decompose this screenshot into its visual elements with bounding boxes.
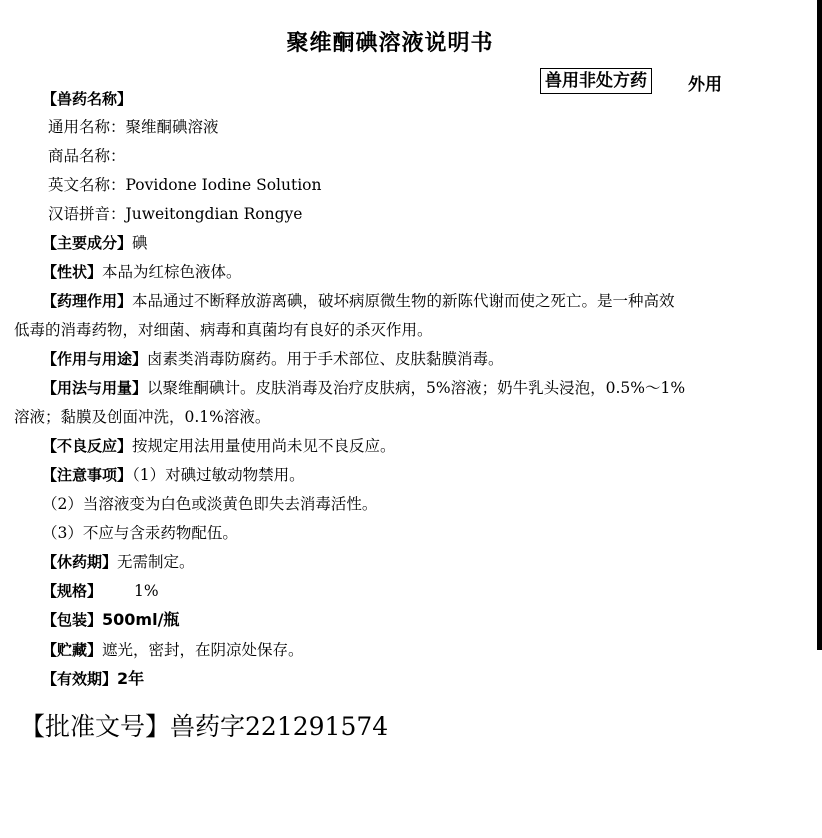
drug-name-header: 【兽药名称】 [42,90,133,108]
adverse-reactions-section [42,436,396,456]
precautions-section [42,465,305,485]
ingredients-section [42,233,148,253]
validity-text: 2年 [117,669,145,688]
drug-name-section [42,89,132,109]
otc-badge: 兽用非处方药 [540,68,652,94]
precaution-item: （2）当溶液变为白色或淡黄色即失去消毒活性。 [42,495,378,513]
pharmacology-line1: 本品通过不断释放游离碘，破坏病原微生物的新陈代谢而使之死亡。是一种高效 [132,292,675,310]
indications-header: 【作用与用途】 [42,350,148,368]
dosage-line2: 溶液；黏膜及创面冲洗，0.1%溶液。 [14,408,271,426]
specification-section [42,581,159,601]
approval-header: 【批准文号】 [20,712,171,741]
package-header: 【包装】 [42,611,103,629]
precautions-header: 【注意事项】 [42,466,133,484]
approval-number [20,711,388,743]
appearance-header: 【性状】 [42,263,103,281]
withdrawal-text: 无需制定。 [117,553,195,571]
withdrawal-section [42,552,195,572]
appearance-text: 本品为红棕色液体。 [102,263,242,281]
appearance-section [42,262,242,282]
validity-header: 【有效期】 [42,670,118,688]
pharmacology-header: 【药理作用】 [42,292,133,310]
storage-header: 【贮藏】 [42,641,103,659]
dosage-line1: 以聚维酮碘计。皮肤消毒及治疗皮肤病，5%溶液；奶牛乳头浸泡，0.5%～1% [147,379,686,397]
ingredients-header: 【主要成分】 [42,234,133,252]
approval-text: 兽药字221291574 [170,712,389,741]
pinyin-name: 汉语拼音：Juweitongdian Rongye [48,205,303,223]
pharmacology-section [42,291,675,311]
usage-tag: 外用 [688,75,722,95]
indications-section [42,349,504,369]
ingredients-text: 碘 [132,234,148,252]
adverse-reactions-header: 【不良反应】 [42,437,133,455]
english-name: 英文名称：Povidone Iodine Solution [48,176,322,194]
precaution-item: （1）对碘过敏动物禁用。 [132,466,305,484]
specification-text: 1% [134,582,159,600]
withdrawal-header: 【休药期】 [42,553,118,571]
trade-name: 商品名称： [48,147,126,165]
package-text: 500ml/瓶 [102,610,180,629]
document-title: 聚维酮碘溶液说明书 [286,30,494,56]
specification-header: 【规格】 [42,582,103,600]
dosage-section [42,378,685,398]
dosage-header: 【用法与用量】 [42,379,148,397]
precaution-item: （3）不应与含汞药物配伍。 [42,524,238,542]
storage-section [42,640,304,660]
pharmacology-line2: 低毒的消毒药物，对细菌、病毒和真菌均有良好的杀灭作用。 [14,321,433,339]
validity-section [42,669,144,689]
adverse-reactions-text: 按规定用法用量使用尚未见不良反应。 [132,437,396,455]
storage-text: 遮光，密封，在阴凉处保存。 [102,641,304,659]
indications-text: 卤素类消毒防腐药。用于手术部位、皮肤黏膜消毒。 [147,350,504,368]
generic-name: 通用名称：聚维酮碘溶液 [48,118,219,136]
package-section [42,610,179,630]
right-edge-bar [817,0,822,650]
